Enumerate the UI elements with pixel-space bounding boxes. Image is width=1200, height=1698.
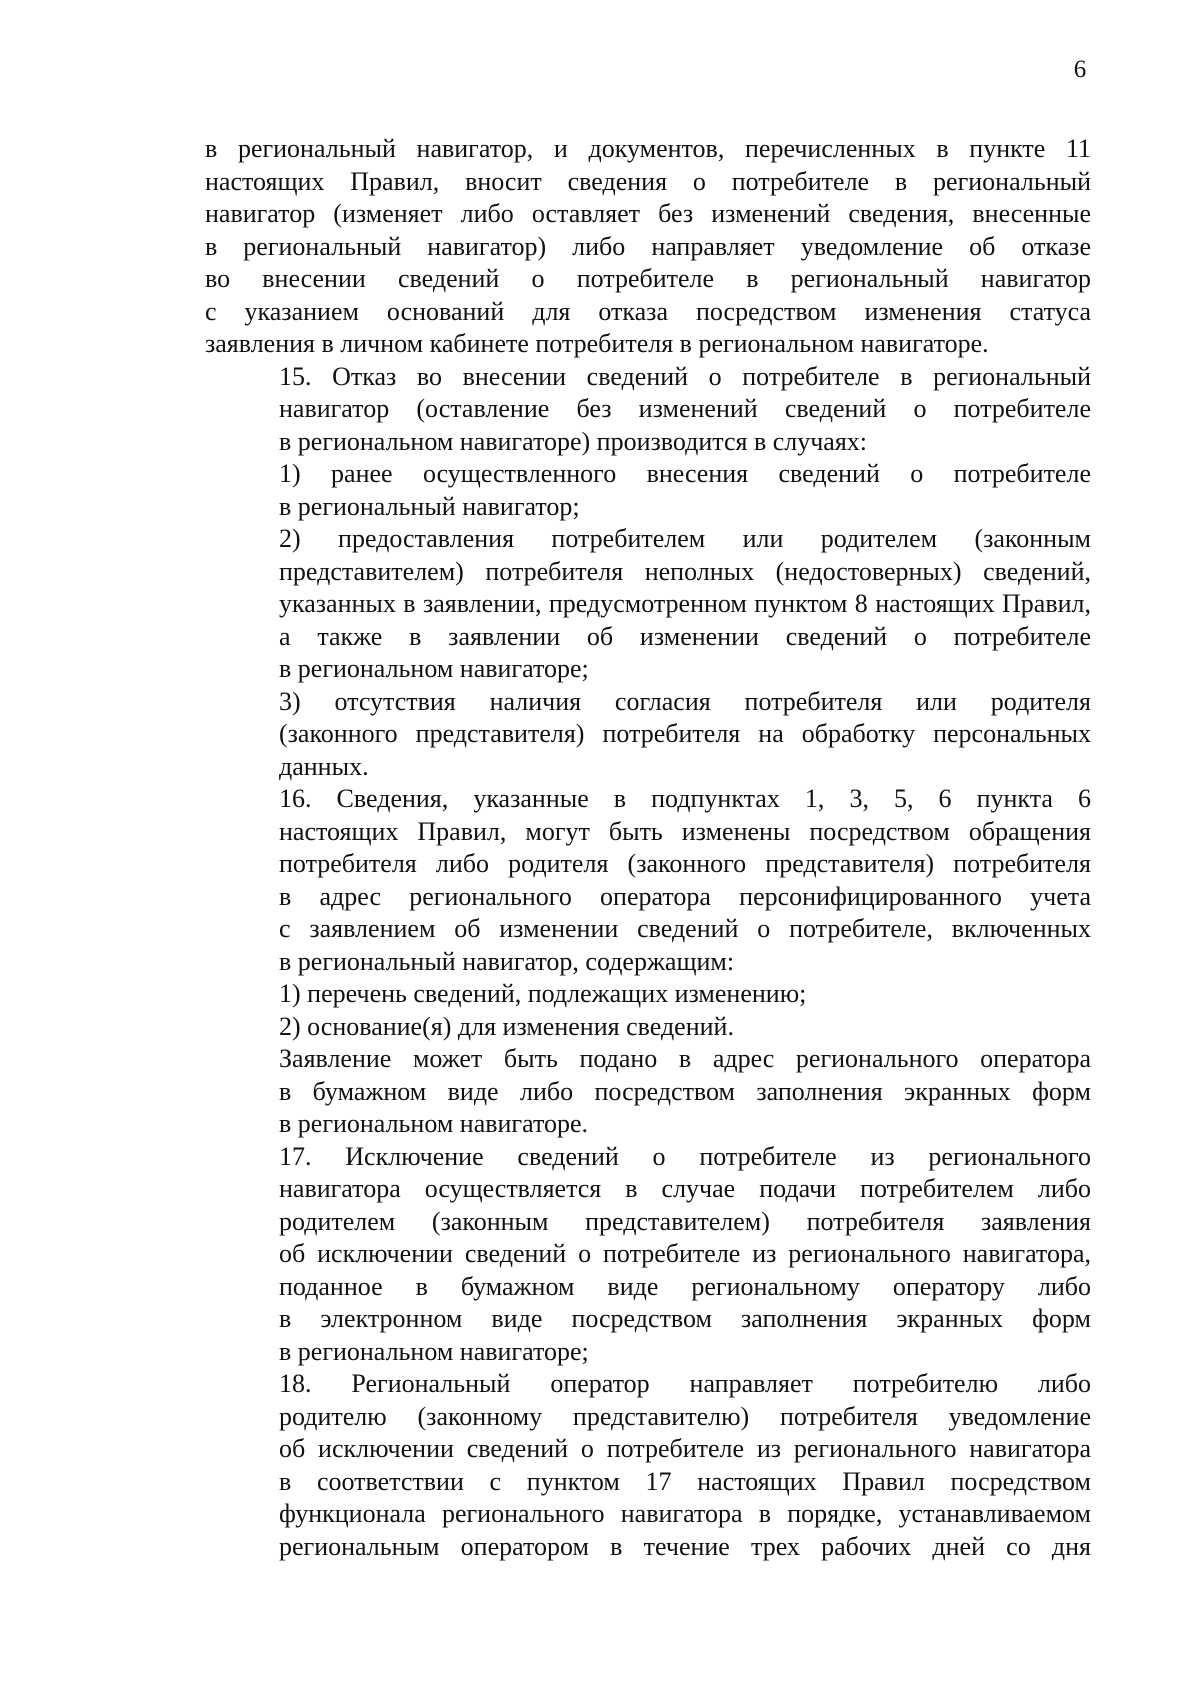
text-line: об исключении сведений о потребителе из регионального навигатора, (279, 1239, 1091, 1268)
paragraph-p-18 (205, 1368, 1091, 1563)
text-line: 2) предоставления потребителем или родителем (законным (279, 524, 1091, 553)
text-line: данных. (279, 751, 369, 781)
paragraph-p-16-2 (205, 1011, 1091, 1044)
text-line: в региональный навигатор) либо направляет уведомление об отказе (205, 231, 1091, 261)
text-line: в региональном навигаторе; (279, 1336, 589, 1366)
text-line: родителю (законному представителю) потребителя уведомление (279, 1401, 1091, 1431)
text-line: в бумажном виде либо посредством заполнения экранных форм (279, 1076, 1091, 1106)
text-line: заявления в личном кабинете потребителя в региональном навигаторе. (205, 329, 989, 358)
text-line: 3) отсутствия наличия согласия потребителя или родителя (279, 686, 1091, 716)
paragraph-p-17 (205, 1141, 1091, 1369)
text-line: 15. Отказ во внесении сведений о потребителе в региональный (279, 361, 1091, 391)
text-line: в региональный навигатор, и документов, перечисленных в пункте 11 (205, 134, 1091, 163)
text-line: 17. Исключение сведений о потребителе из регионального (279, 1141, 1091, 1171)
text-line: настоящих Правил, вносит сведения о потребителе в региональный (205, 166, 1091, 196)
paragraph-p-16 (205, 783, 1091, 978)
paragraph-p-continued (205, 133, 1091, 361)
text-line: 1) перечень сведений, подлежащих изменению; (279, 979, 807, 1008)
text-line: в региональном навигаторе. (279, 1109, 589, 1138)
text-line: 18. Региональный оператор направляет потребителю либо (279, 1369, 1091, 1398)
text-line: с указанием оснований для отказа посредством изменения статуса (205, 296, 1091, 326)
text-line: в региональном навигаторе) производится в случаях: (279, 426, 868, 456)
text-line: навигатор (изменяет либо оставляет без изменений сведения, внесенные (205, 199, 1091, 228)
text-line: (законного представителя) потребителя на обработку персональных (279, 719, 1091, 748)
text-line: указанных в заявлении, предусмотренном пунктом 8 настоящих Правил, (279, 589, 1091, 618)
text-line: в региональный навигатор; (279, 491, 580, 521)
document-body (205, 133, 1091, 1563)
paragraph-p-15-1 (205, 458, 1091, 523)
paragraph-p-16-statement (205, 1043, 1091, 1141)
paragraph-p-15-2 (205, 523, 1091, 686)
paragraph-p-15 (205, 361, 1091, 459)
text-line: потребителя либо родителя (законного представителя) потребителя (279, 849, 1091, 878)
text-line: 1) ранее осуществленного внесения сведений о потребителе (279, 459, 1091, 488)
text-line: региональным оператором в течение трех рабочих дней со дня (279, 1531, 1091, 1561)
text-line: родителем (законным представителем) потребителя заявления (279, 1206, 1091, 1236)
text-line: функционала регионального навигатора в порядке, устанавливаемом (279, 1499, 1091, 1528)
text-line: поданное в бумажном виде региональному оператору либо (279, 1271, 1091, 1301)
text-line: в электронном виде посредством заполнения экранных форм (279, 1304, 1091, 1333)
text-line: навигатора осуществляется в случае подачи потребителем либо (279, 1174, 1091, 1203)
text-line: Заявление может быть подано в адрес регионального оператора (279, 1044, 1091, 1073)
paragraph-p-16-1 (205, 978, 1091, 1011)
text-line: об исключении сведений о потребителе из регионального навигатора (279, 1434, 1091, 1463)
text-line: во внесении сведений о потребителе в региональный навигатор (205, 264, 1091, 293)
text-line: 2) основание(я) для изменения сведений. (279, 1011, 734, 1041)
text-line: навигатор (оставление без изменений сведений о потребителе (279, 394, 1091, 423)
text-line: представителем) потребителя неполных (недостоверных) сведений, (279, 556, 1091, 586)
text-line: в соответствии с пунктом 17 настоящих Правил посредством (279, 1466, 1091, 1496)
paragraph-p-15-3 (205, 686, 1091, 784)
text-line: 16. Сведения, указанные в подпунктах 1, 3, 5, 6 пункта 6 (279, 784, 1091, 813)
text-line: в региональном навигаторе; (279, 654, 589, 683)
text-line: с заявлением об изменении сведений о потребителе, включенных (279, 914, 1091, 943)
text-line: настоящих Правил, могут быть изменены посредством обращения (279, 816, 1091, 846)
page-number: 6 (1073, 56, 1087, 83)
text-line: в региональный навигатор, содержащим: (279, 946, 735, 976)
text-line: а также в заявлении об изменении сведений о потребителе (279, 621, 1091, 651)
text-line: в адрес регионального оператора персонифицированного учета (279, 881, 1091, 911)
